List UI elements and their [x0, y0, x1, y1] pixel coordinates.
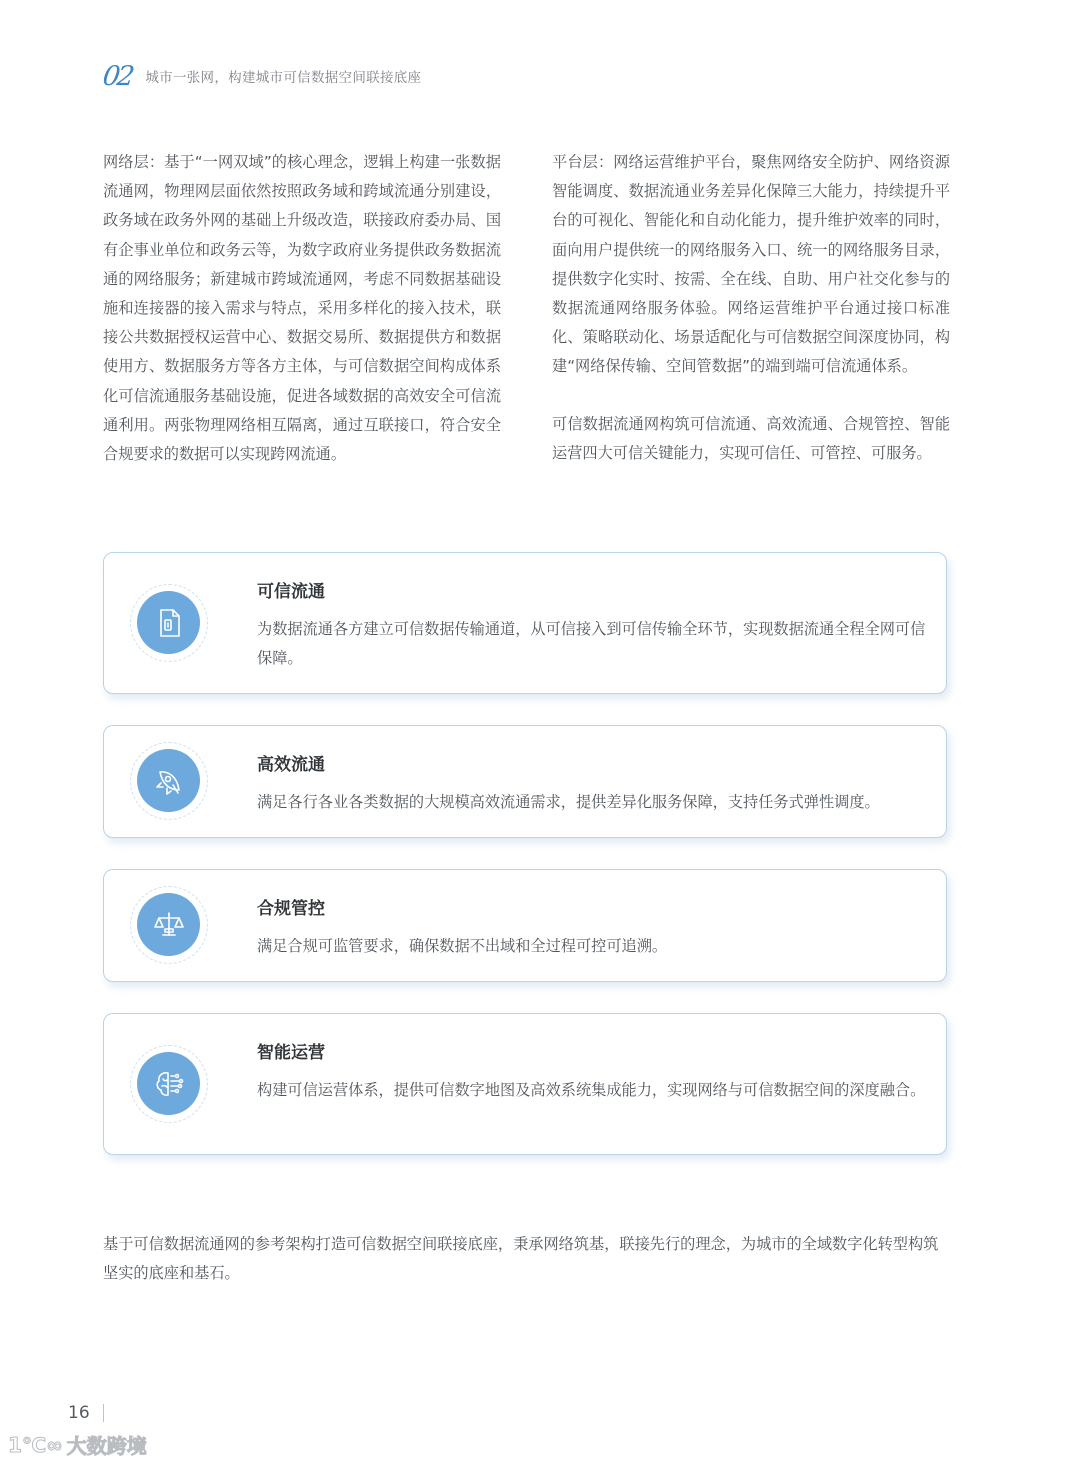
left-column	[103, 148, 501, 469]
left-column-text: 网络层：基于“一网双域”的核心理念，逻辑上构建一张数据流通网，物理网层面依然按照政务域和跨域流通分别建设，政务域在政务外网的基础上升级改造，联接政府委办局、国有企事业单位和政务云等，为数字政府业务提供政务数据流通的网络服务；新建城市跨域流通网，考虑不同数据基础设施和连接器的接入需求与特点，采用多样化的接入技术，联接公共数据授权运营中心、数据交易所、数据提供方和数据使用方、数据服务方等各方主体，与可信数据空间构成体系化可信流通服务基础设施，促进各域数据的高效安全可信流通利用。两张物理网络相互隔离，通过互联接口，符合安全合规要求的数据可以实现跨网流通。	[103, 153, 501, 464]
page-number-divider	[103, 1404, 104, 1422]
card-icon-badge	[130, 886, 208, 964]
closing-paragraph: 基于可信数据流通网的参考架构打造可信数据空间联接底座，秉承网络筑基，联接先行的理念，为城市的全域数字化转型构筑坚实的底座和基石。	[103, 1235, 939, 1282]
card-description: 满足合规可监管要求，确保数据不出域和全过程可控可追溯。	[257, 937, 668, 955]
card-title: 可信流通	[257, 582, 325, 602]
card-title: 智能运营	[257, 1043, 325, 1063]
card-title: 合规管控	[257, 899, 325, 919]
page-header	[100, 60, 422, 92]
rocket-icon	[151, 763, 187, 799]
capability-card-smart-ops	[103, 1013, 947, 1155]
document-shield-icon	[152, 606, 186, 640]
header-title: 城市一张网，构建城市可信数据空间联接底座	[145, 70, 422, 86]
brain-circuit-icon	[151, 1066, 187, 1102]
right-column	[552, 148, 950, 468]
watermark	[8, 1430, 147, 1459]
capability-card-compliance	[103, 869, 947, 982]
card-icon-badge	[130, 742, 208, 820]
card-description: 构建可信运营体系，提供可信数字地图及高效系统集成能力，实现网络与可信数据空间的深度融合。	[257, 1081, 926, 1099]
chapter-number: 02	[100, 60, 134, 92]
card-title: 高效流通	[257, 755, 325, 775]
watermark-logo: 1℃∞	[8, 1432, 63, 1457]
right-column-paragraph-2: 可信数据流通网构筑可信流通、高效流通、合规管控、智能运营四大可信关键能力，实现可信任、可管控、可服务。	[552, 414, 950, 462]
scale-icon	[151, 907, 187, 943]
page-number: 16	[68, 1403, 90, 1423]
watermark-text: 大数跨境	[66, 1434, 147, 1458]
card-description: 为数据流通各方建立可信数据传输通道，从可信接入到可信传输全环节，实现数据流通全程全网可信保障。	[257, 620, 926, 667]
card-icon-badge	[130, 584, 208, 662]
card-icon-badge	[130, 1045, 208, 1123]
capability-card-efficient-flow	[103, 725, 947, 838]
card-description: 满足各行各业各类数据的大规模高效流通需求，提供差异化服务保障，支持任务式弹性调度。	[257, 793, 880, 811]
capability-card-trusted-flow	[103, 552, 947, 694]
right-column-paragraph-1: 平台层：网络运营维护平台，聚焦网络安全防护、网络资源智能调度、数据流通业务差异化保障三大能力，持续提升平台的可视化、智能化和自动化能力，提升维护效率的同时，面向用户提供统一的网络服务入口、统一的网络服务目录，提供数字化实时、按需、全在线、自助、用户社交化参与的数据流通网络服务体验。网络运营维护平台通过接口标准化、策略联动化、场景适配化与可信数据空间深度协同，构建“网络保传输、空间管数据”的端到端可信流通体系。	[552, 153, 950, 376]
